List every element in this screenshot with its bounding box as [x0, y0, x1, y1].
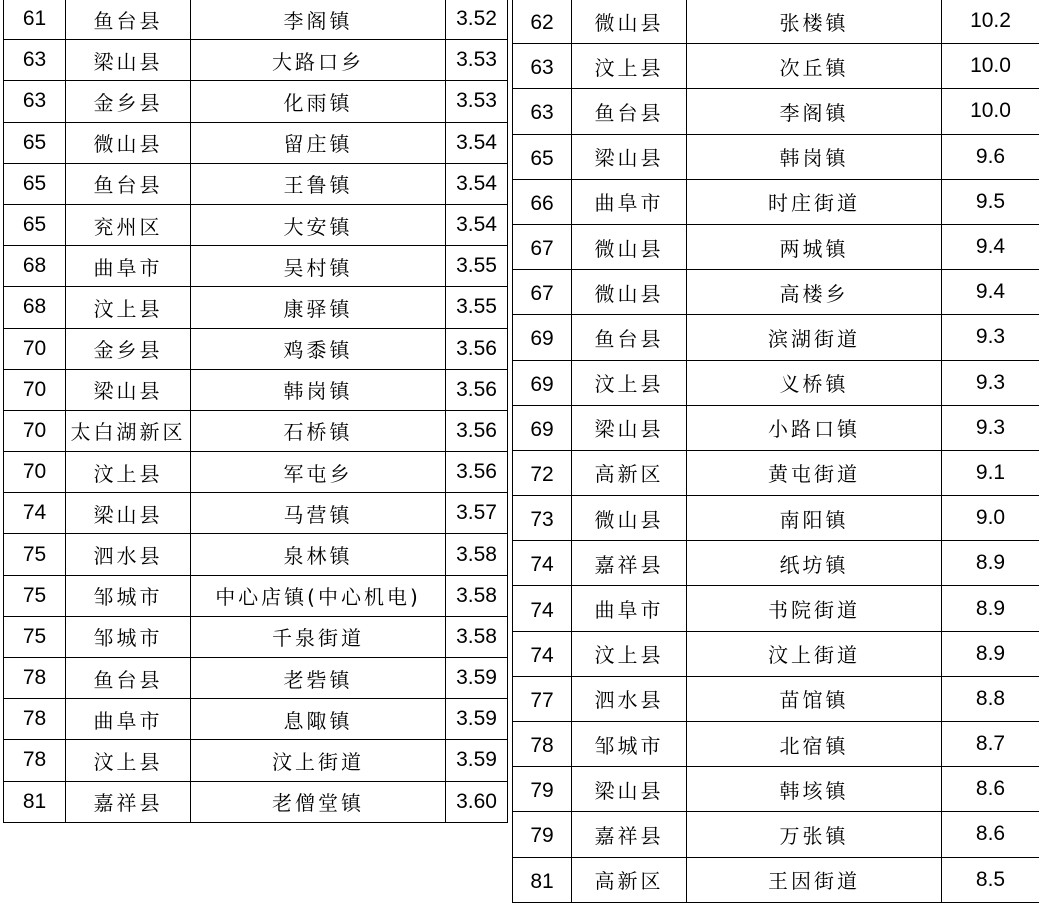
county-cell: 梁山县: [66, 369, 191, 410]
table-row: [513, 405, 1039, 450]
town-cell: 韩岗镇: [687, 134, 942, 179]
town-cell: 王因街道: [687, 857, 942, 902]
rank-cell: 63: [513, 89, 572, 134]
table-row: [513, 812, 1039, 857]
rank-cell: 65: [4, 204, 66, 245]
table-row: [513, 586, 1039, 631]
county-cell: 梁山县: [572, 767, 687, 812]
town-cell: 万张镇: [687, 812, 942, 857]
rank-cell: 81: [513, 857, 572, 902]
rank-cell: 70: [4, 369, 66, 410]
value-cell: 9.4: [942, 224, 1039, 269]
table-row: [4, 246, 508, 287]
value-cell: 9.3: [942, 315, 1039, 360]
table-row: [513, 360, 1039, 405]
table-row: [513, 631, 1039, 676]
county-cell: 鱼台县: [66, 163, 191, 204]
value-cell: 3.57: [446, 493, 508, 534]
county-cell: 高新区: [572, 857, 687, 902]
county-cell: 曲阜市: [572, 586, 687, 631]
county-cell: 微山县: [66, 122, 191, 163]
county-cell: 鱼台县: [572, 89, 687, 134]
value-cell: 10.2: [942, 0, 1039, 44]
rank-cell: 68: [4, 287, 66, 328]
rank-cell: 70: [4, 452, 66, 493]
value-cell: 3.53: [446, 40, 508, 81]
county-cell: 金乡县: [66, 328, 191, 369]
town-cell: 小路口镇: [687, 405, 942, 450]
table-row: [513, 315, 1039, 360]
county-cell: 金乡县: [66, 81, 191, 122]
town-cell: 南阳镇: [687, 496, 942, 541]
county-cell: 汶上县: [66, 452, 191, 493]
town-cell: 张楼镇: [687, 0, 942, 44]
town-cell: 石桥镇: [191, 410, 446, 451]
rank-cell: 81: [4, 781, 66, 822]
value-cell: 3.54: [446, 163, 508, 204]
value-cell: 8.9: [942, 541, 1039, 586]
table-row: [513, 450, 1039, 495]
table-row: [4, 0, 508, 40]
table-row: [513, 722, 1039, 767]
town-cell: 韩岗镇: [191, 369, 446, 410]
value-cell: 9.6: [942, 134, 1039, 179]
town-cell: 纸坊镇: [687, 541, 942, 586]
value-cell: 3.59: [446, 699, 508, 740]
county-cell: 汶上县: [66, 287, 191, 328]
ranking-table-right-body: [513, 0, 1039, 902]
ranking-table-right: [512, 0, 1039, 903]
town-cell: 马营镇: [191, 493, 446, 534]
town-cell: 义桥镇: [687, 360, 942, 405]
town-cell: 韩垓镇: [687, 767, 942, 812]
rank-cell: 70: [4, 328, 66, 369]
town-cell: 苗馆镇: [687, 676, 942, 721]
county-cell: 梁山县: [572, 405, 687, 450]
county-cell: 兖州区: [66, 204, 191, 245]
rank-cell: 69: [513, 360, 572, 405]
town-cell: 留庄镇: [191, 122, 446, 163]
table-row: [513, 134, 1039, 179]
rank-cell: 74: [4, 493, 66, 534]
county-cell: 微山县: [572, 0, 687, 44]
value-cell: 3.53: [446, 81, 508, 122]
value-cell: 9.4: [942, 270, 1039, 315]
county-cell: 嘉祥县: [572, 812, 687, 857]
table-row: [4, 575, 508, 616]
value-cell: 8.7: [942, 722, 1039, 767]
table-row: [4, 328, 508, 369]
town-cell: 吴村镇: [191, 246, 446, 287]
value-cell: 3.56: [446, 452, 508, 493]
table-row: [513, 676, 1039, 721]
value-cell: 3.55: [446, 246, 508, 287]
ranking-tables: [3, 0, 1039, 832]
county-cell: 微山县: [572, 224, 687, 269]
county-cell: 汶上县: [572, 360, 687, 405]
table-row: [4, 40, 508, 81]
town-cell: 鸡黍镇: [191, 328, 446, 369]
county-cell: 邹城市: [66, 616, 191, 657]
rank-cell: 63: [4, 81, 66, 122]
rank-cell: 74: [513, 541, 572, 586]
town-cell: 老僧堂镇: [191, 781, 446, 822]
county-cell: 汶上县: [572, 631, 687, 676]
table-row: [513, 541, 1039, 586]
rank-cell: 67: [513, 224, 572, 269]
county-cell: 曲阜市: [572, 179, 687, 224]
rank-cell: 66: [513, 179, 572, 224]
town-cell: 次丘镇: [687, 44, 942, 89]
rank-cell: 62: [513, 0, 572, 44]
town-cell: 汶上街道: [191, 740, 446, 781]
county-cell: 曲阜市: [66, 246, 191, 287]
town-cell: 康驿镇: [191, 287, 446, 328]
value-cell: 3.59: [446, 658, 508, 699]
town-cell: 军屯乡: [191, 452, 446, 493]
table-row: [513, 44, 1039, 89]
town-cell: 泉林镇: [191, 534, 446, 575]
table-row: [4, 534, 508, 575]
town-cell: 两城镇: [687, 224, 942, 269]
value-cell: 3.55: [446, 287, 508, 328]
town-cell: 大路口乡: [191, 40, 446, 81]
table-row: [4, 740, 508, 781]
rank-cell: 67: [513, 270, 572, 315]
rank-cell: 79: [513, 812, 572, 857]
rank-cell: 77: [513, 676, 572, 721]
rank-cell: 75: [4, 616, 66, 657]
county-cell: 梁山县: [66, 40, 191, 81]
county-cell: 泗水县: [66, 534, 191, 575]
county-cell: 汶上县: [572, 44, 687, 89]
town-cell: 滨湖街道: [687, 315, 942, 360]
county-cell: 微山县: [572, 270, 687, 315]
town-cell: 北宿镇: [687, 722, 942, 767]
value-cell: 3.60: [446, 781, 508, 822]
table-row: [513, 89, 1039, 134]
value-cell: 8.9: [942, 586, 1039, 631]
town-cell: 汶上街道: [687, 631, 942, 676]
rank-cell: 78: [4, 740, 66, 781]
rank-cell: 72: [513, 450, 572, 495]
value-cell: 10.0: [942, 44, 1039, 89]
value-cell: 8.5: [942, 857, 1039, 902]
county-cell: 梁山县: [572, 134, 687, 179]
value-cell: 3.54: [446, 122, 508, 163]
table-row: [4, 410, 508, 451]
county-cell: 太白湖新区: [66, 410, 191, 451]
rank-cell: 63: [513, 44, 572, 89]
value-cell: 3.54: [446, 204, 508, 245]
value-cell: 3.58: [446, 534, 508, 575]
value-cell: 3.56: [446, 328, 508, 369]
table-row: [513, 857, 1039, 902]
table-row: [4, 163, 508, 204]
table-row: [4, 616, 508, 657]
county-cell: 曲阜市: [66, 699, 191, 740]
rank-cell: 61: [4, 0, 66, 40]
town-cell: 息陬镇: [191, 699, 446, 740]
rank-cell: 75: [4, 575, 66, 616]
county-cell: 嘉祥县: [66, 781, 191, 822]
county-cell: 泗水县: [572, 676, 687, 721]
table-row: [513, 767, 1039, 812]
table-row: [4, 658, 508, 699]
rank-cell: 78: [4, 658, 66, 699]
rank-cell: 78: [513, 722, 572, 767]
value-cell: 9.3: [942, 360, 1039, 405]
table-row: [4, 287, 508, 328]
rank-cell: 69: [513, 405, 572, 450]
town-cell: 时庄街道: [687, 179, 942, 224]
rank-cell: 63: [4, 40, 66, 81]
town-cell: 书院街道: [687, 586, 942, 631]
value-cell: 3.58: [446, 575, 508, 616]
county-cell: 鱼台县: [572, 315, 687, 360]
county-cell: 邹城市: [66, 575, 191, 616]
town-cell: 老砦镇: [191, 658, 446, 699]
town-cell: 高楼乡: [687, 270, 942, 315]
town-cell: 化雨镇: [191, 81, 446, 122]
rank-cell: 74: [513, 631, 572, 676]
value-cell: 9.0: [942, 496, 1039, 541]
value-cell: 8.9: [942, 631, 1039, 676]
value-cell: 8.6: [942, 767, 1039, 812]
table-row: [4, 699, 508, 740]
rank-cell: 73: [513, 496, 572, 541]
town-cell: 李阁镇: [687, 89, 942, 134]
county-cell: 嘉祥县: [572, 541, 687, 586]
county-cell: 微山县: [572, 496, 687, 541]
rank-cell: 69: [513, 315, 572, 360]
rank-cell: 68: [4, 246, 66, 287]
town-cell: 王鲁镇: [191, 163, 446, 204]
table-row: [513, 179, 1039, 224]
value-cell: 9.3: [942, 405, 1039, 450]
table-row: [4, 204, 508, 245]
value-cell: 8.6: [942, 812, 1039, 857]
table-row: [513, 224, 1039, 269]
table-row: [4, 452, 508, 493]
value-cell: 8.8: [942, 676, 1039, 721]
rank-cell: 70: [4, 410, 66, 451]
town-cell: 千泉街道: [191, 616, 446, 657]
table-row: [4, 369, 508, 410]
value-cell: 3.56: [446, 369, 508, 410]
value-cell: 3.56: [446, 410, 508, 451]
rank-cell: 74: [513, 586, 572, 631]
table-row: [513, 496, 1039, 541]
table-row: [4, 493, 508, 534]
ranking-table-left-body: [4, 0, 508, 822]
value-cell: 3.58: [446, 616, 508, 657]
value-cell: 3.52: [446, 0, 508, 40]
county-cell: 鱼台县: [66, 658, 191, 699]
town-cell: 大安镇: [191, 204, 446, 245]
rank-cell: 78: [4, 699, 66, 740]
table-row: [513, 0, 1039, 44]
rank-cell: 79: [513, 767, 572, 812]
county-cell: 高新区: [572, 450, 687, 495]
town-cell: 黄屯街道: [687, 450, 942, 495]
value-cell: 3.59: [446, 740, 508, 781]
table-row: [4, 81, 508, 122]
county-cell: 邹城市: [572, 722, 687, 767]
county-cell: 鱼台县: [66, 0, 191, 40]
table-row: [4, 122, 508, 163]
value-cell: 9.5: [942, 179, 1039, 224]
value-cell: 10.0: [942, 89, 1039, 134]
table-row: [513, 270, 1039, 315]
rank-cell: 65: [513, 134, 572, 179]
rank-cell: 65: [4, 122, 66, 163]
rank-cell: 75: [4, 534, 66, 575]
ranking-table-left: [3, 0, 508, 823]
town-cell: 李阁镇: [191, 0, 446, 40]
rank-cell: 65: [4, 163, 66, 204]
town-cell: 中心店镇(中心机电): [191, 575, 446, 616]
county-cell: 汶上县: [66, 740, 191, 781]
county-cell: 梁山县: [66, 493, 191, 534]
table-row: [4, 781, 508, 822]
value-cell: 9.1: [942, 450, 1039, 495]
